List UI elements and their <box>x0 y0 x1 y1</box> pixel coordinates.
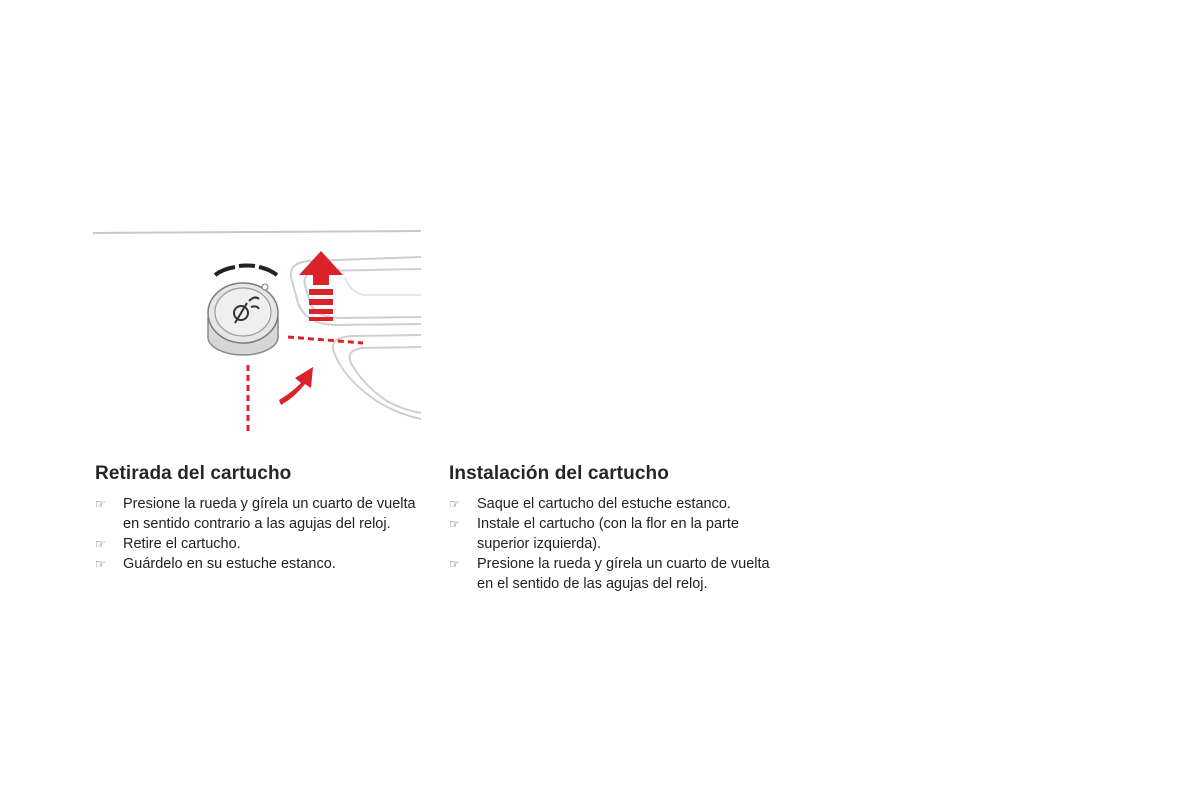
rotate-arrow-icon <box>279 367 313 405</box>
pointing-hand-icon: ☞ <box>449 517 460 531</box>
removal-steps <box>95 494 435 574</box>
list-item <box>449 494 789 514</box>
installation-steps <box>449 494 789 594</box>
cartridge-removal-illustration <box>93 225 421 440</box>
step-text: Instale el cartucho (con la flor en la parte superior izquierda). <box>477 516 739 552</box>
list-item <box>95 534 435 554</box>
installation-title: Instalación del cartucho <box>449 463 669 484</box>
step-text: Retire el cartucho. <box>123 536 241 552</box>
divider-line <box>93 231 421 233</box>
list-item <box>449 554 789 594</box>
pointing-hand-icon: ☞ <box>95 497 106 511</box>
pointing-hand-icon: ☞ <box>95 537 106 551</box>
pointing-hand-icon: ☞ <box>449 497 460 511</box>
pointing-hand-icon: ☞ <box>95 557 106 571</box>
rotation-arc-marks <box>215 266 277 276</box>
list-item <box>449 514 789 554</box>
installation-section <box>449 463 789 594</box>
removal-section <box>95 463 435 574</box>
step-text: Presione la rueda y gírela un cuarto de vuelta en el sentido de las agujas del reloj. <box>477 556 770 592</box>
list-item <box>95 554 435 574</box>
list-item <box>95 494 435 534</box>
step-text: Saque el cartucho del estuche estanco. <box>477 496 731 512</box>
cartridge-dial-icon <box>208 283 278 355</box>
pointing-hand-icon: ☞ <box>449 557 460 571</box>
step-text: Guárdelo en su estuche estanco. <box>123 556 336 572</box>
step-text: Presione la rueda y gírela un cuarto de vuelta en sentido contrario a las agujas del reloj. <box>123 496 416 532</box>
removal-title: Retirada del cartucho <box>95 463 292 484</box>
